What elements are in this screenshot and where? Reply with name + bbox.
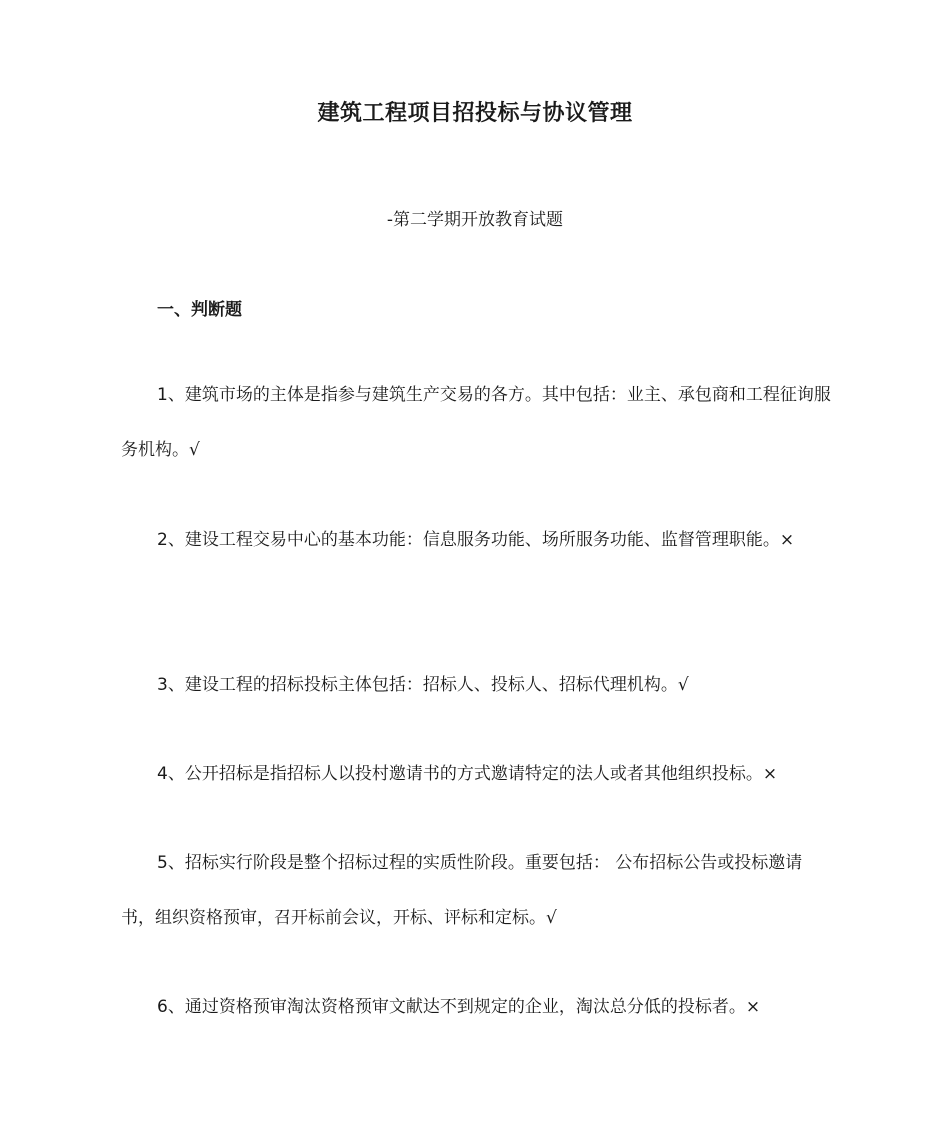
document-subtitle: -第二学期开放教育试题 [386, 210, 564, 230]
question-item-3: 3、建设工程的招标投标主体包括：招标人、投标人、招标代理机构。√ [157, 675, 689, 695]
question-item-5: 5、招标实行阶段是整个招标过程的实质性阶段。重要包括： 公布招标公告或投标邀请书，组织资格预审，召开标前会议，开标、评标和定标。√ [121, 853, 803, 928]
question-item-2: 2、建设工程交易中心的基本功能：信息服务功能、场所服务功能、监督管理职能。× [157, 530, 795, 550]
section-heading: 一、判断题 [157, 300, 242, 320]
question-item-4: 4、公开招标是指招标人以投村邀请书的方式邀请特定的法人或者其他组织投标。× [157, 764, 778, 784]
document-title: 建筑工程项目招投标与协议管理 [317, 101, 633, 126]
question-item-1: 1、建筑市场的主体是指参与建筑生产交易的各方。其中包括：业主、承包商和工程征询服务机构。√ [121, 385, 831, 460]
question-item-6: 6、通过资格预审淘汰资格预审文献达不到规定的企业，淘汰总分低的投标者。× [157, 997, 761, 1017]
